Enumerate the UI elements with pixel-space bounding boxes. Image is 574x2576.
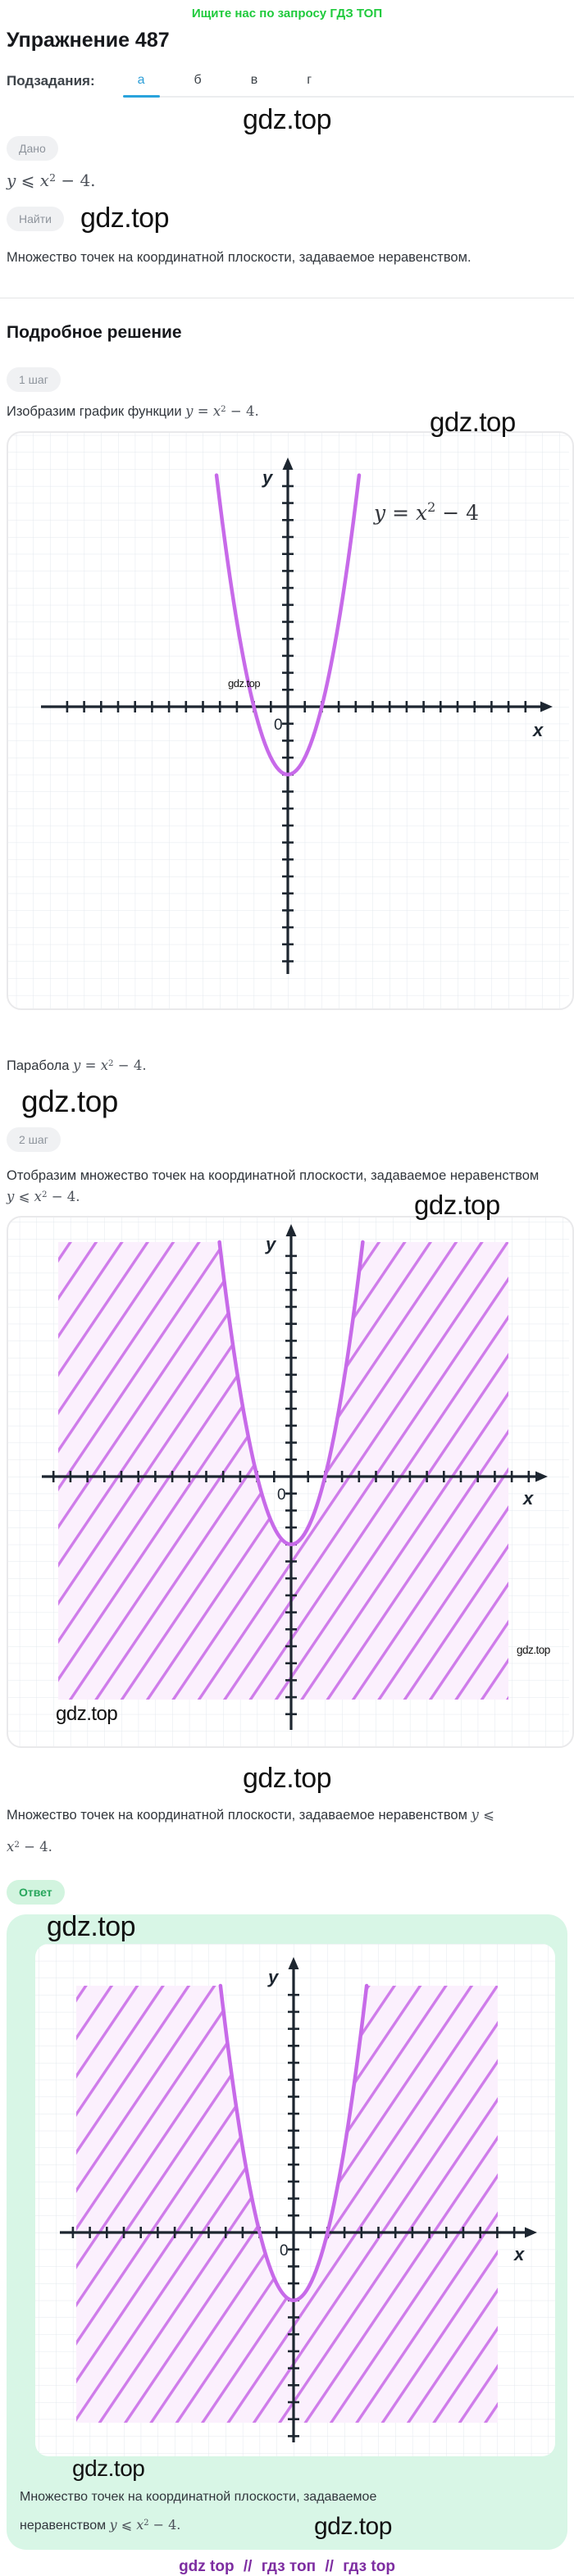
math-token: = <box>193 403 213 419</box>
answer-panel <box>7 1911 567 2550</box>
watermark: gdz.top <box>242 104 332 135</box>
watermark: gdz.top <box>80 203 169 234</box>
math-token: 2 <box>221 404 226 414</box>
math-token: − 4. <box>113 1057 147 1073</box>
math-token: ⩽ <box>116 2516 137 2533</box>
math-token: Множество точек на координатной плоскости, задаваемое неравенством <box>7 1808 472 1823</box>
math-token: Изобразим график функции <box>7 403 186 419</box>
math-token: 2 <box>41 1190 48 1199</box>
math-token: Парабола <box>7 1058 74 1073</box>
footer-link[interactable]: gdz top <box>179 2558 235 2576</box>
parabola-plot <box>8 433 569 1008</box>
svg-text:x: x <box>514 2244 525 2265</box>
svg-text:0: 0 <box>274 716 283 734</box>
math-token: 2 <box>49 171 56 184</box>
find-text: Множество точек на координатной плоскости, задаваемое неравенством. <box>7 250 472 265</box>
pre-answer-text <box>7 1800 567 1864</box>
svg-text:y = x2​ − 4: $y = x^2 - 4$ <box>374 498 480 525</box>
footer-link[interactable]: гдз top <box>343 2558 395 2576</box>
watermark: gdz.top <box>72 2455 145 2482</box>
watermark: gdz.top <box>21 1084 118 1118</box>
math-token: − 4. <box>226 403 259 419</box>
watermark: gdz.top <box>47 1911 136 1943</box>
tab-в[interactable]: в <box>250 73 258 87</box>
subtask-tabs <box>7 73 574 98</box>
tab-г[interactable]: г <box>307 73 312 87</box>
answer-region-plot <box>35 1944 555 2456</box>
step2-chart-card <box>7 1216 574 1748</box>
math-token: x <box>34 1188 42 1204</box>
watermark: gdz.top <box>228 676 261 690</box>
step2-badge: 2 шаг <box>7 1127 61 1152</box>
step1-text <box>7 403 574 437</box>
math-token: 2 <box>108 1058 114 1068</box>
math-token: ⩽ <box>14 1188 34 1204</box>
svg-text:y: y <box>262 467 273 488</box>
math-token: y <box>7 1188 15 1204</box>
math-token: = <box>80 1057 101 1073</box>
answer-chart-card <box>35 1944 555 2456</box>
math-token: y <box>471 1807 479 1823</box>
find-badge: Найти <box>7 207 64 231</box>
math-token: x <box>100 1057 109 1073</box>
svg-text:0: 0 <box>277 1486 286 1504</box>
math-token: x <box>39 171 50 190</box>
math-token: 2 <box>14 1841 20 1850</box>
watermark: gdz.top <box>314 2513 392 2541</box>
svg-text:y: y <box>266 1234 276 1255</box>
math-token: x <box>212 403 221 419</box>
math-token: y <box>7 171 16 190</box>
footer-separator: // <box>321 2558 339 2576</box>
page-title: Упражнение 487 <box>7 29 170 52</box>
step1-badge: 1 шаг <box>7 367 61 392</box>
parabola-caption <box>7 1056 567 1076</box>
given-inequality <box>7 171 574 191</box>
promo-banner: Ищите нас по запросу ГДЗ ТОП <box>191 7 383 20</box>
math-token: − 4. <box>148 2516 181 2533</box>
math-token: − 4. <box>47 1188 80 1204</box>
math-token: − 4. <box>55 171 96 190</box>
region-plot <box>8 1217 569 1746</box>
watermark: gdz.top <box>56 1703 118 1726</box>
footer-link[interactable]: гдз топ <box>261 2558 317 2576</box>
watermark: gdz.top <box>414 1189 500 1220</box>
math-token: 2 <box>144 2518 149 2528</box>
svg-text:y: y <box>268 1967 279 1988</box>
math-token: x <box>7 1839 15 1855</box>
math-token: y <box>73 1057 81 1073</box>
math-token: Множество точек на координатной плоскости, задаваемое <box>20 2490 377 2505</box>
math-token: y <box>109 2516 117 2533</box>
math-token: неравенством <box>20 2518 110 2533</box>
svg-text:x: x <box>523 1488 534 1509</box>
tab-б[interactable]: б <box>194 73 202 87</box>
footer-separator: // <box>239 2558 257 2576</box>
math-token: ⩽ <box>478 1807 494 1823</box>
step1-chart-card <box>7 431 574 1010</box>
answer-badge: Ответ <box>7 1880 65 1905</box>
tabs-label: Подзадания: <box>7 73 95 89</box>
math-token: ⩽ <box>16 171 40 190</box>
watermark: gdz.top <box>430 406 516 437</box>
tab-а[interactable]: а <box>133 73 150 96</box>
math-token: − 4. <box>19 1839 52 1855</box>
math-token: y <box>185 403 194 419</box>
watermark: gdz.top <box>242 1763 332 1795</box>
svg-text:0: 0 <box>280 2242 289 2260</box>
svg-text:x: x <box>533 719 544 740</box>
math-token: Отобразим множество точек на координатной плоскости, задаваемое неравенством <box>7 1167 540 1183</box>
solution-title: Подробное решение <box>7 322 182 342</box>
footer-links <box>0 2558 574 2576</box>
tab-strip <box>125 73 574 98</box>
given-badge: Дано <box>7 136 58 161</box>
math-token: x <box>136 2516 144 2533</box>
watermark: gdz.top <box>517 1644 550 1657</box>
